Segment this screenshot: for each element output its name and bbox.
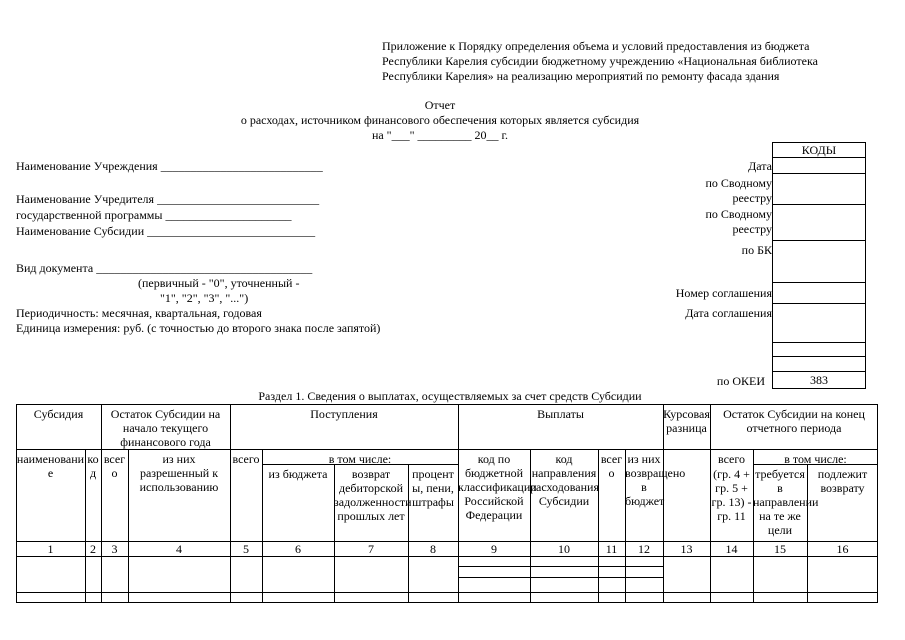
header-from-budget: из бюджета <box>268 467 328 481</box>
col-number-16: 16 <box>836 542 849 556</box>
header-incl-1: в том числе: <box>328 452 392 466</box>
header-balance-start: Остаток Субсидии на начало текущего финансового года <box>110 407 221 449</box>
header-rate-diff: Курсовая разница <box>663 407 710 435</box>
report-title: Отчет <box>424 98 456 112</box>
appendix-line-2: Республики Карелия субсидии бюджетному учреждению «Национальная библиотека <box>382 54 818 68</box>
codes-agreement-date-label: Дата соглашения <box>685 306 772 320</box>
col-number-11: 11 <box>605 542 618 556</box>
header-formula: (гр. 4 + гр. 5 + гр. 13) - гр. 11 <box>711 467 752 523</box>
col-number-6: 6 <box>295 542 301 556</box>
col-number-12: 12 <box>638 542 650 556</box>
header-total-3: всего <box>600 452 623 480</box>
codes-date-label: Дата <box>748 159 772 173</box>
codes-okei-value: 383 <box>810 373 828 387</box>
header-total-2: всего <box>232 452 260 466</box>
header-to-return: подлежит возврату <box>817 467 868 495</box>
doc-type-note-2: "1", "2", "3", "...") <box>160 291 249 305</box>
program-field: государственной программы _____________________ <box>16 208 292 222</box>
header-subsidy: Субсидия <box>33 407 84 421</box>
header-required: требуется в направлении на те же цели <box>753 467 819 537</box>
header-payments: Выплаты <box>537 407 584 421</box>
header-balance-end: Остаток Субсидии на конец отчетного периода <box>723 407 865 435</box>
header-receipts: Поступления <box>310 407 378 421</box>
founder-field: Наименование Учредителя ___________________________ <box>16 192 320 206</box>
col-number-5: 5 <box>243 542 249 556</box>
col-number-9: 9 <box>491 542 497 556</box>
report-subtitle: о расходах, источником финансового обеспечения которых является субсидия <box>240 113 640 127</box>
col-number-3: 3 <box>111 542 118 556</box>
header-interest: проценты, пени, штрафы <box>412 467 454 509</box>
codes-box <box>772 142 866 389</box>
header-total-1: всего <box>103 452 126 480</box>
codes-svod1-label-b: реестру <box>732 191 772 205</box>
report-date-line: на "___" _________ 20__ г. <box>371 128 509 142</box>
header-return-debt: возврат дебиторской задолженности прошлых лет <box>334 467 412 523</box>
col-number-7: 7 <box>368 542 374 556</box>
section-title: Раздел 1. Сведения о выплатах, осуществляемых за счет средств Субсидии <box>258 389 642 403</box>
codes-svod1-label-a: по Сводному <box>705 176 772 190</box>
appendix-line-1: Приложение к Порядку определения объема и условий предоставления из бюджета <box>382 39 810 53</box>
header-name: наименование <box>16 452 85 480</box>
institution-field: Наименование Учреждения ___________________________ <box>16 159 323 173</box>
codes-svod2-label-a: по Сводному <box>705 207 772 221</box>
periodicity-field: Периодичность: месячная, квартальная, годовая <box>16 306 262 320</box>
col-number-1: 1 <box>47 542 54 556</box>
doc-type-note-1: (первичный - "0", уточненный - <box>138 276 300 290</box>
header-direction: код направления расходования Субсидии <box>530 452 599 508</box>
col-number-13: 13 <box>680 542 693 556</box>
col-number-10: 10 <box>558 542 570 556</box>
header-total-4: всего <box>717 452 746 466</box>
header-incl-2: в том числе: <box>784 452 847 466</box>
col-number-2: 2 <box>90 542 96 556</box>
header-kbk: код по бюджетной классификации Российской Федерации <box>458 452 537 522</box>
subsidy-field: Наименование Субсидии ____________________________ <box>16 224 316 238</box>
header-allowed: из них разрешенный к использованию <box>139 452 219 494</box>
codes-header: КОДЫ <box>801 143 837 157</box>
unit-field: Единица измерения: руб. (с точностью до второго знака после запятой) <box>16 321 381 335</box>
col-number-15: 15 <box>774 542 786 556</box>
codes-agreement-no-label: Номер соглашения <box>675 286 772 300</box>
col-number-8: 8 <box>430 542 436 556</box>
codes-svod2-label-b: реестру <box>732 222 772 236</box>
appendix-line-3: Республики Карелия» на реализацию мероприятий по ремонту фасада здания <box>382 69 780 83</box>
codes-bk-label: по БК <box>741 243 772 257</box>
col-number-14: 14 <box>725 542 738 556</box>
codes-okei-label: по ОКЕИ <box>716 374 765 388</box>
header-returned: из них возвращено в бюджет <box>625 452 686 508</box>
doc-type-field: Вид документа ____________________________________ <box>16 261 313 275</box>
header-code: код <box>87 452 99 480</box>
col-number-4: 4 <box>176 542 182 556</box>
